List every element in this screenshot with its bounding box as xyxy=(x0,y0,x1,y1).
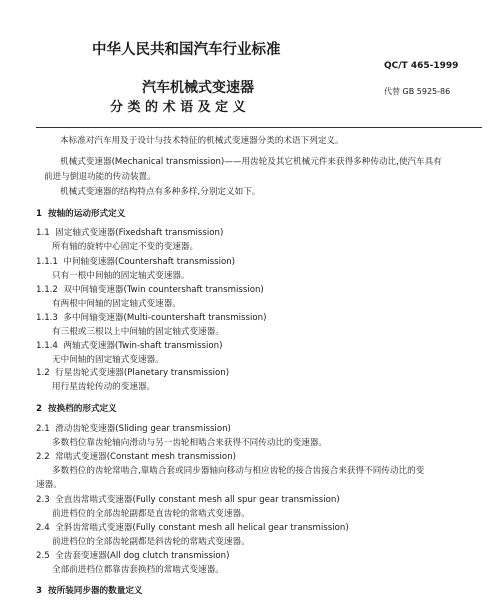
clause-heading: 2.2 常啮式变速器(Constant mesh transmission) xyxy=(36,452,236,462)
clause-heading: 1.1.4 两轴式变速器(Twin-shaft transmission) xyxy=(36,341,223,351)
clause-definition: 用行星齿轮传动的变速器。 xyxy=(52,382,156,392)
clause-heading: 2.4 全斜齿常啮式变速器(Fully constant mesh all helical gear transmission) xyxy=(36,523,349,533)
intro-definition-cont: 前进与倒退功能的传动装置。 xyxy=(44,172,156,182)
header-rule xyxy=(36,127,482,128)
clause-heading: 1.1.2 双中间轴变速器(Twin countershaft transmission) xyxy=(36,285,264,295)
clause-heading: 1.1.1 中间轴变速器(Countershaft transmission) xyxy=(36,257,236,267)
clause-heading: 2.3 全直齿常啮式变速器(Fully constant mesh all spur gear transmission) xyxy=(36,495,340,505)
clause-heading: 1.1.3 多中间轴变速器(Multi-countershaft transmission) xyxy=(36,313,267,323)
document-subtitle: 分 类 的 术 语 及 定 义 xyxy=(110,100,246,115)
clause-definition: 前进档位的全部齿轮副都是直齿轮的常啮式变速器。 xyxy=(52,509,250,519)
clause-heading: 2.5 全齿套变速器(All dog clutch transmission) xyxy=(36,551,230,561)
clause-definition: 所有轴的旋转中心固定不变的变速器。 xyxy=(52,242,199,252)
standard-org-title: 中华人民共和国汽车行业标准 xyxy=(92,41,281,58)
section-heading: 1 按轴的运动形式定义 xyxy=(36,209,126,219)
section-heading: 3 按所装同步器的数量定义 xyxy=(36,586,143,596)
clause-definition: 前进档位的全部齿轮副都是斜齿轮的常啮式变速器。 xyxy=(52,537,250,547)
clause-definition: 有三根或三根以上中间轴的固定轴式变速器。 xyxy=(52,327,224,337)
section-heading: 2 按换档的形式定义 xyxy=(36,404,117,414)
clause-heading: 1.1 固定轴式变速器(Fixedshaft transmission) xyxy=(36,228,224,238)
clause-definition: 多数档位靠齿轮轴向滑动与另一齿轮相啮合来获得不同传动比的变速器。 xyxy=(52,438,328,448)
clause-definition: 只有一根中间轴的固定轴式变速器。 xyxy=(52,271,190,281)
clause-definition: 多数档位的齿轮常啮合,靠啮合套或同步器轴向移动与相应齿轮的接合齿接合来获得不同传动比的变 xyxy=(52,466,425,476)
replaces-standard: 代替 GB 5925-86 xyxy=(384,87,451,96)
clause-heading: 2.1 滑动齿轮变速器(Sliding gear transmission) xyxy=(36,424,231,434)
intro-structure-note: 机械式变速器的结构特点有多种多样,分别定义如下。 xyxy=(60,187,261,197)
clause-definition: 无中间轴的固定轴式变速器。 xyxy=(52,355,164,365)
clause-definition-cont: 速器。 xyxy=(36,480,62,490)
document-title: 汽车机械式变速器 xyxy=(142,80,254,96)
clause-heading: 1.2 行星齿轮式变速器(Planetary transmission) xyxy=(36,368,230,378)
intro-paragraph: 本标准对汽车用及于设计与技术特征的机械式变速器分类的术语下列定义。 xyxy=(60,136,344,146)
clause-definition: 全部前进档位都靠齿套换档的常啮式变速器。 xyxy=(52,565,224,575)
intro-definition: 机械式变速器(Mechanical transmission)——用齿轮及其它机械元件来获得多种传动比,使汽车具有 xyxy=(60,157,442,167)
standard-code: QC/T 465-1999 xyxy=(384,61,459,71)
clause-definition: 有两根中间轴的固定轴式变速器。 xyxy=(52,299,181,309)
